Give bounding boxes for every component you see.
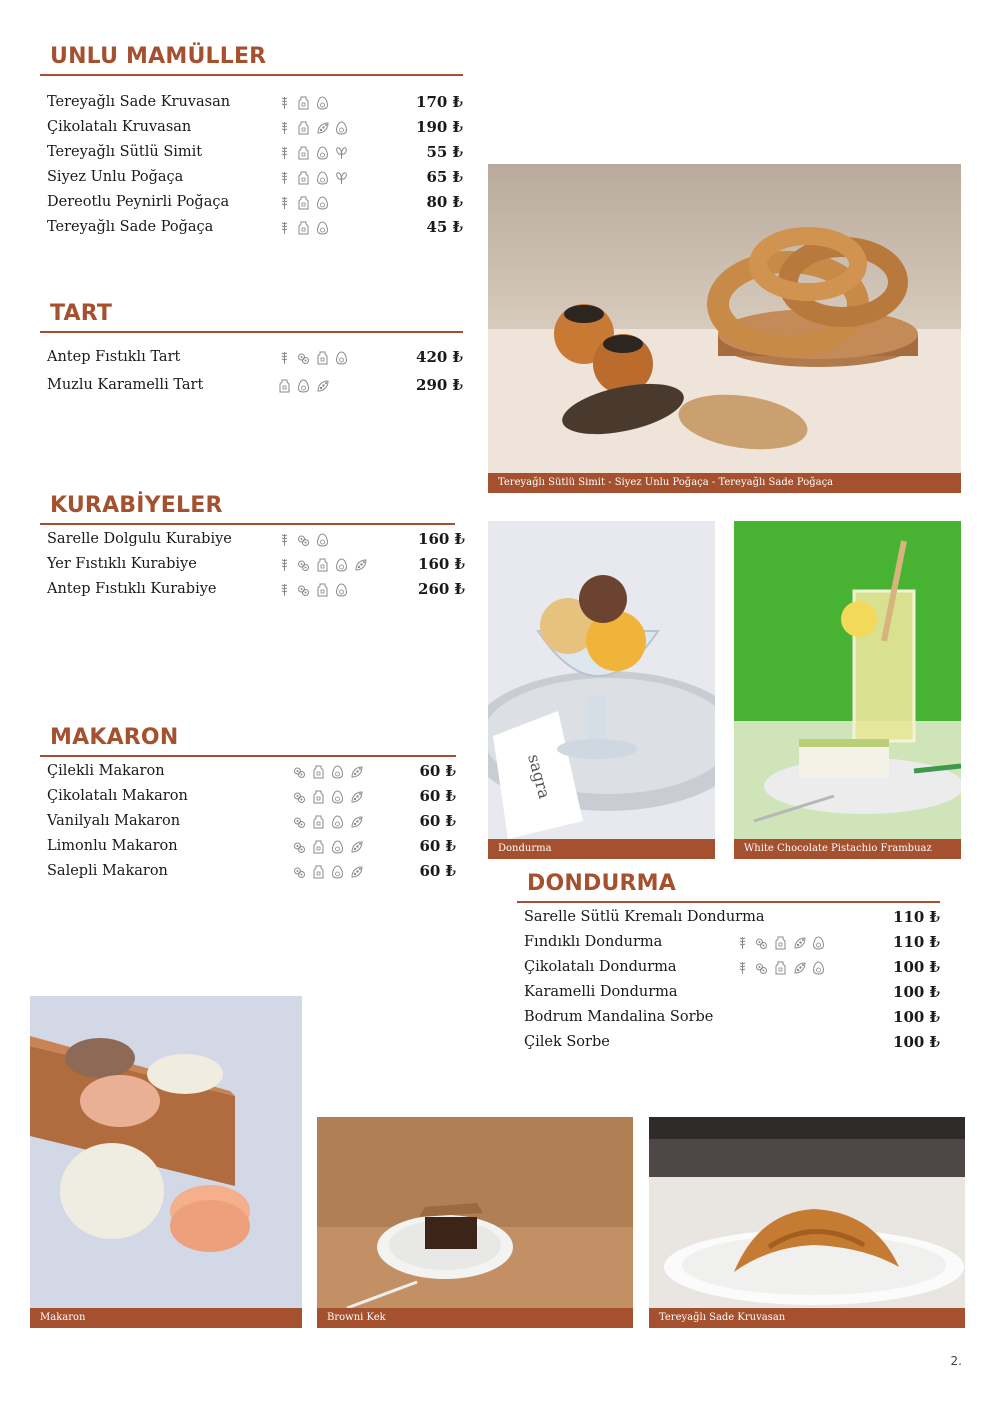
- egg-icon: [316, 196, 329, 210]
- menu-item: [517, 1030, 940, 1055]
- soy-icon: [350, 765, 363, 779]
- photo-caption: Dondurma: [488, 839, 715, 859]
- egg-icon: [316, 533, 329, 547]
- milk-icon: [316, 583, 329, 597]
- section-kurabiyeler: [40, 493, 465, 602]
- menu-item-name: Sarelle Dolgulu Kurabiye: [47, 531, 232, 547]
- menu-item-name: Antep Fıstıklı Kurabiye: [47, 581, 217, 597]
- allergen-icons: [293, 865, 363, 879]
- section-dondurma: [517, 871, 940, 1055]
- menu-item-price: 100 ₺: [893, 1033, 940, 1051]
- soy-icon: [350, 840, 363, 854]
- soy-icon: [350, 790, 363, 804]
- menu-item-price: 55 ₺: [426, 143, 463, 161]
- menu-item-name: Siyez Unlu Poğaça: [47, 169, 184, 185]
- nut-icon: [755, 936, 768, 950]
- milk-icon: [297, 121, 310, 135]
- milk-icon: [297, 146, 310, 160]
- menu-item-name: Tereyağlı Sütlü Simit: [47, 144, 203, 160]
- menu-item-price: 45 ₺: [426, 218, 463, 236]
- menu-item-name: Muzlu Karamelli Tart: [47, 377, 204, 393]
- milk-icon: [312, 815, 325, 829]
- photo-image: [488, 164, 961, 473]
- allergen-icons: [293, 840, 363, 854]
- milk-icon: [774, 961, 787, 975]
- menu-item: [517, 1005, 940, 1030]
- menu-item-price: 60 ₺: [419, 837, 456, 855]
- menu-item-price: 170 ₺: [416, 93, 463, 111]
- soy-icon: [350, 865, 363, 879]
- menu-item-name: Vanilyalı Makaron: [47, 813, 181, 829]
- menu-item: [40, 784, 456, 809]
- section-title: KURABİYELER: [50, 493, 223, 518]
- menu-item-price: 100 ₺: [893, 958, 940, 976]
- menu-item-price: 160 ₺: [418, 555, 465, 573]
- sesame-icon: [335, 171, 348, 185]
- menu-item: [40, 859, 456, 884]
- page-number: 2.: [950, 1354, 962, 1368]
- allergen-icons: [278, 558, 367, 572]
- milk-icon: [316, 351, 329, 365]
- menu-item-name: Çikolatalı Kruvasan: [47, 119, 192, 135]
- menu-item-name: Yer Fıstıklı Kurabiye: [47, 556, 197, 572]
- allergen-icons: [278, 533, 329, 547]
- wheat-icon: [278, 221, 291, 235]
- menu-item: [40, 165, 463, 190]
- menu-item-name: Çikolatalı Makaron: [47, 788, 188, 804]
- photo-simit-pogaca: [488, 164, 961, 493]
- soy-icon: [793, 961, 806, 975]
- section-divider: [40, 523, 455, 525]
- milk-icon: [316, 558, 329, 572]
- milk-icon: [297, 221, 310, 235]
- menu-item-price: 260 ₺: [418, 580, 465, 598]
- egg-icon: [316, 171, 329, 185]
- menu-item-price: 80 ₺: [426, 193, 463, 211]
- menu-item-name: Limonlu Makaron: [47, 838, 178, 854]
- allergen-icons: [278, 379, 329, 393]
- section-makaron: [40, 725, 456, 884]
- photo-browni: [317, 1117, 633, 1328]
- wheat-icon: [278, 146, 291, 160]
- soy-icon: [350, 815, 363, 829]
- menu-item-price: 60 ₺: [419, 862, 456, 880]
- nut-icon: [293, 840, 306, 854]
- section-tart: [40, 301, 463, 401]
- menu-item: [40, 527, 465, 552]
- photo-image: [734, 521, 961, 839]
- egg-icon: [335, 583, 348, 597]
- milk-icon: [312, 840, 325, 854]
- nut-icon: [293, 815, 306, 829]
- photo-kruvasan: [649, 1117, 965, 1328]
- photo-image: [488, 521, 715, 839]
- egg-icon: [812, 961, 825, 975]
- egg-icon: [331, 815, 344, 829]
- menu-item-price: 160 ₺: [418, 530, 465, 548]
- photo-image: [30, 996, 302, 1308]
- section-title: MAKARON: [50, 725, 179, 750]
- allergen-icons: [278, 196, 329, 210]
- nut-icon: [297, 583, 310, 597]
- menu-item-price: 60 ₺: [419, 812, 456, 830]
- menu-item-name: Salepli Makaron: [47, 863, 168, 879]
- menu-item-price: 100 ₺: [893, 1008, 940, 1026]
- egg-icon: [316, 221, 329, 235]
- allergen-icons: [293, 815, 363, 829]
- menu-item: [40, 140, 463, 165]
- nut-icon: [297, 351, 310, 365]
- menu-item-name: Çilek Sorbe: [524, 1034, 610, 1050]
- allergen-icons: [278, 96, 329, 110]
- section-divider: [40, 74, 463, 76]
- wheat-icon: [278, 96, 291, 110]
- milk-icon: [774, 936, 787, 950]
- menu-list: [40, 345, 463, 401]
- menu-item-name: Tereyağlı Sade Kruvasan: [47, 94, 231, 110]
- menu-item-price: 290 ₺: [416, 376, 463, 394]
- milk-icon: [297, 171, 310, 185]
- wheat-icon: [736, 936, 749, 950]
- photo-caption: Makaron: [30, 1308, 302, 1328]
- menu-item: [40, 345, 463, 373]
- nut-icon: [755, 961, 768, 975]
- menu-item-name: Fındıklı Dondurma: [524, 934, 663, 950]
- menu-item: [40, 115, 463, 140]
- menu-item-name: Tereyağlı Sade Poğaça: [47, 219, 214, 235]
- egg-icon: [335, 121, 348, 135]
- menu-item: [40, 552, 465, 577]
- allergen-icons: [278, 351, 348, 365]
- section-unlu-mamuller: [40, 44, 463, 240]
- allergen-icons: [736, 961, 825, 975]
- photo-image: [649, 1117, 965, 1308]
- section-divider: [517, 901, 940, 903]
- allergen-icons: [278, 583, 348, 597]
- egg-icon: [331, 865, 344, 879]
- wheat-icon: [736, 961, 749, 975]
- egg-icon: [316, 96, 329, 110]
- photo-white-chocolate: [734, 521, 961, 859]
- menu-item: [40, 190, 463, 215]
- egg-icon: [335, 558, 348, 572]
- menu-item-name: Karamelli Dondurma: [524, 984, 678, 1000]
- menu-item-price: 60 ₺: [419, 787, 456, 805]
- menu-item: [40, 834, 456, 859]
- wheat-icon: [278, 558, 291, 572]
- photo-caption: Tereyağlı Sütlü Simit - Siyez Unlu Poğaça - Tereyağlı Sade Poğaça: [488, 473, 961, 493]
- menu-list: [40, 527, 465, 602]
- menu-item-price: 100 ₺: [893, 983, 940, 1001]
- section-title: UNLU MAMÜLLER: [50, 44, 267, 69]
- egg-icon: [335, 351, 348, 365]
- menu-item: [40, 215, 463, 240]
- soy-icon: [354, 558, 367, 572]
- photo-caption: Tereyağlı Sade Kruvasan: [649, 1308, 965, 1328]
- menu-item-price: 110 ₺: [893, 908, 940, 926]
- photo-image: [317, 1117, 633, 1308]
- menu-item-price: 190 ₺: [416, 118, 463, 136]
- soy-icon: [793, 936, 806, 950]
- allergen-icons: [278, 171, 348, 185]
- soy-icon: [316, 121, 329, 135]
- wheat-icon: [278, 351, 291, 365]
- menu-item: [40, 759, 456, 784]
- nut-icon: [293, 765, 306, 779]
- egg-icon: [812, 936, 825, 950]
- milk-icon: [312, 790, 325, 804]
- milk-icon: [312, 865, 325, 879]
- menu-item-name: Bodrum Mandalina Sorbe: [524, 1009, 714, 1025]
- napkin-logo: sagra: [524, 752, 555, 801]
- photo-dondurma: [488, 521, 715, 859]
- menu-item: [517, 930, 940, 955]
- milk-icon: [297, 196, 310, 210]
- wheat-icon: [278, 171, 291, 185]
- menu-list: [40, 759, 456, 884]
- milk-icon: [312, 765, 325, 779]
- menu-item: [40, 373, 463, 401]
- menu-list: [40, 90, 463, 240]
- wheat-icon: [278, 533, 291, 547]
- menu-item: [517, 980, 940, 1005]
- egg-icon: [316, 146, 329, 160]
- allergen-icons: [736, 936, 825, 950]
- wheat-icon: [278, 196, 291, 210]
- menu-item-name: Çikolatalı Dondurma: [524, 959, 677, 975]
- egg-icon: [331, 790, 344, 804]
- menu-item-name: Antep Fıstıklı Tart: [47, 349, 181, 365]
- menu-item: [40, 577, 465, 602]
- allergen-icons: [278, 121, 348, 135]
- section-divider: [40, 331, 463, 333]
- section-title: DONDURMA: [527, 871, 676, 896]
- menu-item: [40, 809, 456, 834]
- menu-item-price: 65 ₺: [426, 168, 463, 186]
- sesame-icon: [335, 146, 348, 160]
- section-divider: [40, 755, 456, 757]
- menu-item: [517, 955, 940, 980]
- milk-icon: [297, 96, 310, 110]
- allergen-icons: [278, 146, 348, 160]
- egg-icon: [297, 379, 310, 393]
- nut-icon: [293, 865, 306, 879]
- allergen-icons: [293, 765, 363, 779]
- nut-icon: [293, 790, 306, 804]
- photo-makaron: [30, 996, 302, 1328]
- section-title: TART: [50, 301, 113, 326]
- wheat-icon: [278, 583, 291, 597]
- wheat-icon: [278, 121, 291, 135]
- allergen-icons: [278, 221, 329, 235]
- milk-icon: [278, 379, 291, 393]
- photo-caption: White Chocolate Pistachio Frambuaz: [734, 839, 961, 859]
- menu-item-price: 110 ₺: [893, 933, 940, 951]
- menu-item-price: 420 ₺: [416, 348, 463, 366]
- photo-caption: Browni Kek: [317, 1308, 633, 1328]
- egg-icon: [331, 840, 344, 854]
- menu-item-name: Çilekli Makaron: [47, 763, 165, 779]
- menu-item: [517, 905, 940, 930]
- soy-icon: [316, 379, 329, 393]
- allergen-icons: [293, 790, 363, 804]
- nut-icon: [297, 558, 310, 572]
- egg-icon: [331, 765, 344, 779]
- menu-item-name: Sarelle Sütlü Kremalı Dondurma: [524, 909, 765, 925]
- menu-list: [517, 905, 940, 1055]
- menu-item: [40, 90, 463, 115]
- menu-item-name: Dereotlu Peynirli Poğaça: [47, 194, 230, 210]
- nut-icon: [297, 533, 310, 547]
- menu-item-price: 60 ₺: [419, 762, 456, 780]
